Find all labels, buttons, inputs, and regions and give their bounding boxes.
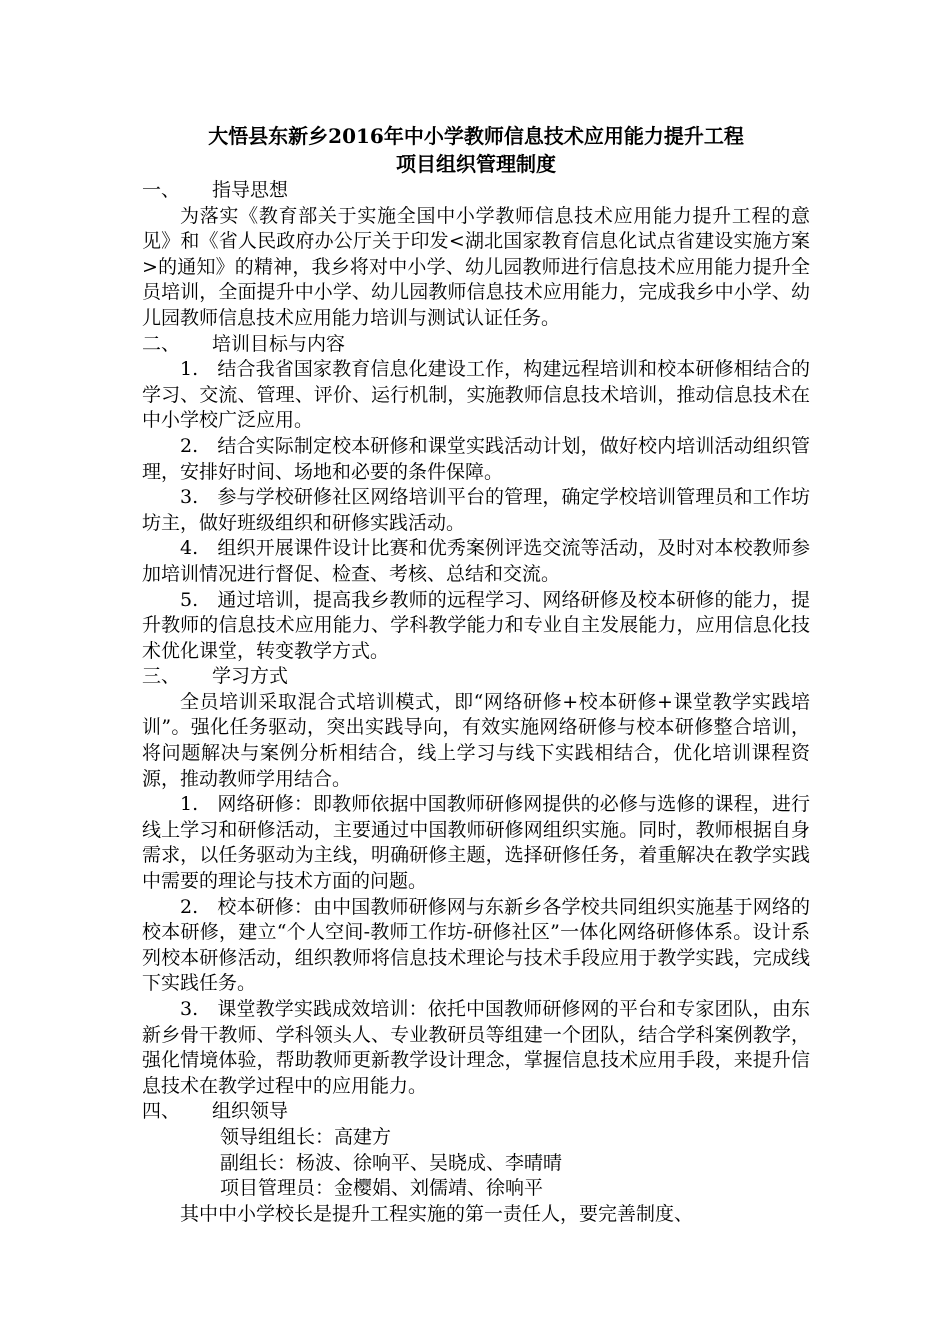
list-item: 4. 组织开展课件设计比赛和优秀案例评选交流等活动，及时对本校教师参加培训情况进行督促、检查、考核、总结和交流。 [142,537,810,585]
section-title: 培训目标与内容 [212,332,346,355]
section-title: 学习方式 [212,665,289,688]
list-item: 3. 参与学校研修社区网络培训平台的管理，确定学校培训管理员和工作坊坊主，做好班级组织和研修实践活动。 [142,486,810,534]
title-line-2: 项目组织管理制度 [396,152,556,176]
section-number: 二、 [142,332,181,355]
title-line-1: 大悟县东新乡2016年中小学教师信息技术应用能力提升工程 [208,124,744,148]
list-item: 2. 结合实际制定校本研修和课堂实践活动计划，做好校内培训活动组织管理，安排好时间、场地和必要的条件保障。 [142,434,810,483]
team-deputy: 副组长：杨波、徐响平、吴晓成、李晴晴 [220,1151,563,1174]
list-item: 3. 课堂教学实践成效培训：依托中国教师研修网的平台和专家团队，由东新乡骨干教师、学科领头人、专业教研员等组建一个团队，结合学科案例教学，强化情境体验，帮助教师更新教学设计理念，掌握信息技术应用手段，来提升信息技术在教学过程中的应用能力。 [142,998,810,1097]
section-number: 一、 [142,179,181,201]
list-item: 5. 通过培训，提高我乡教师的远程学习、网络研修及校本研修的能力，提升教师的信息技术应用能力、学科教学能力和专业自主发展能力，应用信息化技术优化课堂，转变教学方式。 [142,588,810,662]
list-item: 1. 结合我省国家教育信息化建设工作，构建远程培训和校本研修相结合的学习、交流、管理、评价、运行机制，实施教师信息技术培训，推动信息技术在中小学校广泛应用。 [142,358,810,432]
section-heading [142,178,810,204]
section-heading [142,664,810,690]
section-number: 四、 [142,1100,181,1123]
section-heading [142,332,810,358]
project-manager: 项目管理员：金樱娟、刘儒靖、徐响平 [220,1177,544,1200]
section-heading [142,1099,810,1125]
paragraph: 为落实《教育部关于实施全国中小学教师信息技术应用能力提升工程的意见》和《省人民政府办公厅关于印发<湖北国家教育信息化试点省建设实施方案>的通知》的精神，我乡将对中小学、幼儿园教师进行信息技术应用能力提升全员培训，全面提升中小学、幼儿园教师信息技术应用能力，完成我乡中小学、幼儿园教师信息技术应用能力培训与测试认证任务。 [142,204,810,329]
document-page [142,122,810,1227]
section-title: 组织领导 [212,1100,289,1123]
document-title [142,122,810,178]
paragraph: 其中中小学校长是提升工程实施的第一责任人，要完善制度、 [180,1202,694,1225]
paragraph: 全员培训采取混合式培训模式，即“网络研修+校本研修+课堂教学实践培训”。强化任务驱动，突出实践导向，有效实施网络研修与校本研修整合培训，将问题解决与案例分析相结合，线上学习与线下实践相结合，优化培训课程资源，推动教师学用结合。 [142,690,810,790]
list-item: 1. 网络研修：即教师依据中国教师研修网提供的必修与选修的课程，进行线上学习和研修活动，主要通过中国教师研修网组织实施。同时，教师根据自身需求，以任务驱动为主线，明确研修主题，选择研修任务，着重解决在教学实践中需要的理论与技术方面的问题。 [142,793,810,893]
section-title: 指导思想 [212,179,289,201]
team-leader: 领导组组长：高建方 [220,1125,392,1148]
list-item: 2. 校本研修：由中国教师研修网与东新乡各学校共同组织实施基于网络的校本研修，建立“个人空间-教师工作坊-研修社区”一体化网络研修体系。设计系列校本研修活动，组织教师将信息技术理论与技术手段应用于教学实践，完成线下实践任务。 [142,895,810,995]
section-number: 三、 [142,665,181,688]
